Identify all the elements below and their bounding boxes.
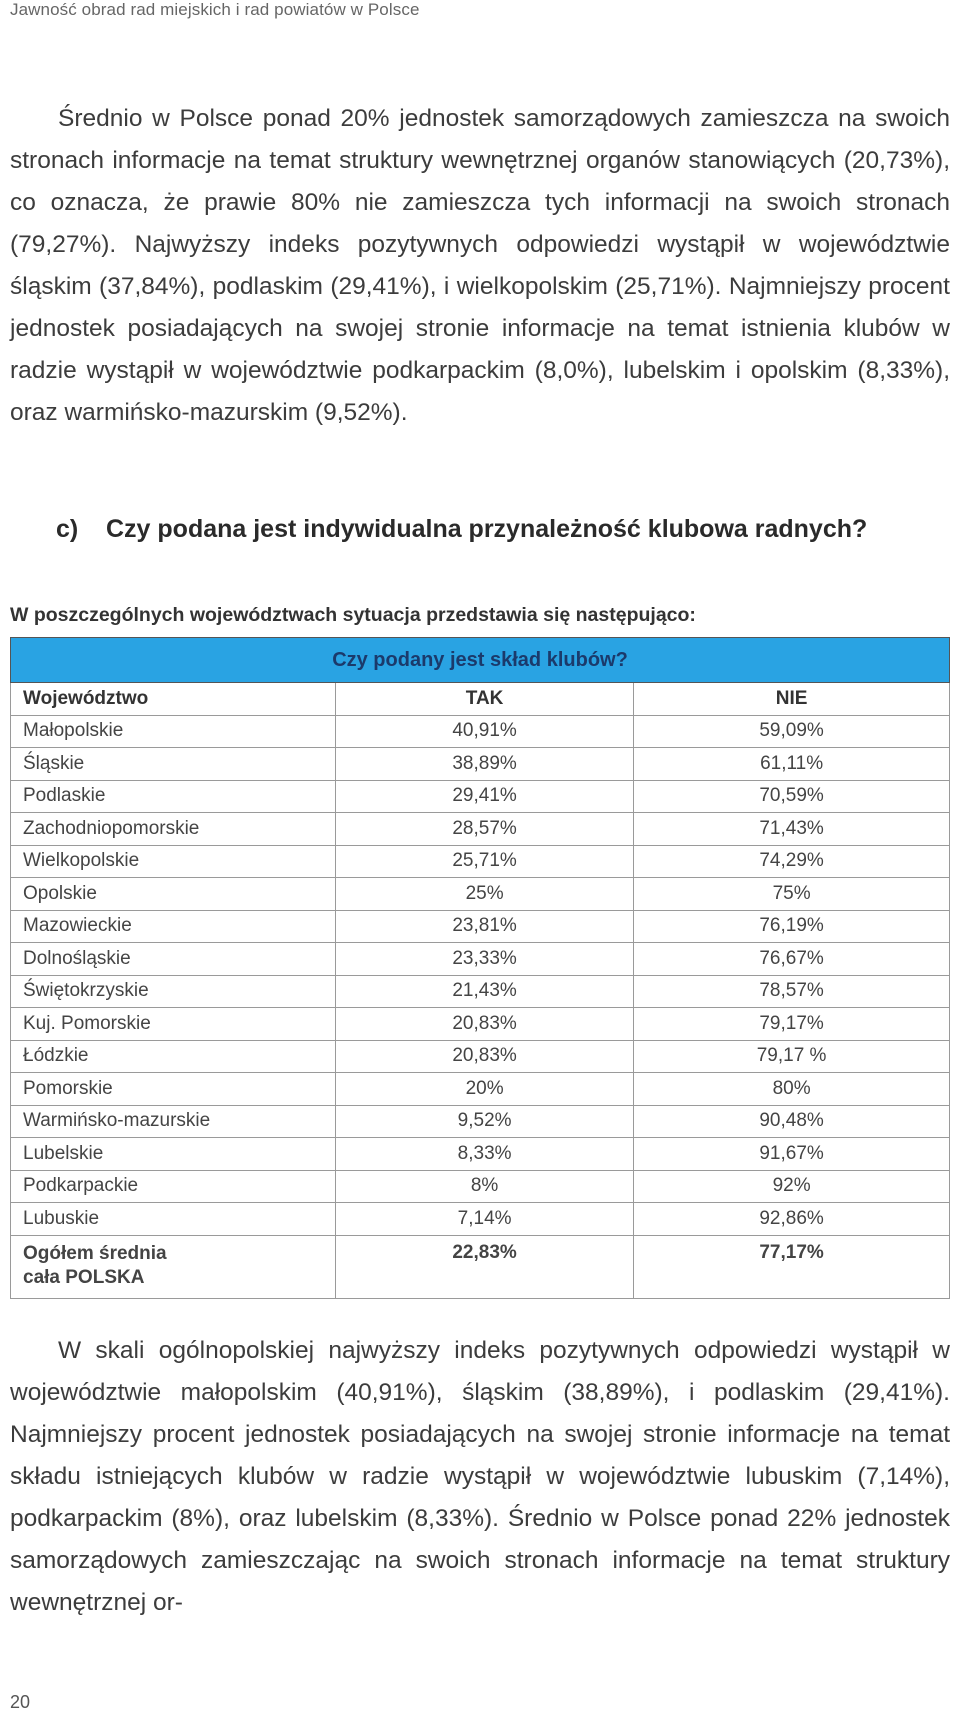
section-heading [56,515,867,544]
region-cell: Podkarpackie [11,1170,336,1203]
no-cell: 61,11% [634,748,950,781]
yes-cell: 9,52% [336,1105,634,1138]
table-total-row [11,1235,950,1298]
no-cell: 74,29% [634,845,950,878]
table-row [11,975,950,1008]
yes-cell: 38,89% [336,748,634,781]
yes-cell: 20,83% [336,1040,634,1073]
yes-cell: 40,91% [336,715,634,748]
yes-cell: 8% [336,1170,634,1203]
region-cell: Świętokrzyskie [11,975,336,1008]
yes-cell: 23,33% [336,943,634,976]
no-cell: 76,67% [634,943,950,976]
yes-cell: 20,83% [336,1008,634,1041]
total-yes: 22,83% [336,1235,634,1298]
no-cell: 59,09% [634,715,950,748]
yes-cell: 20% [336,1073,634,1106]
total-no: 77,17% [634,1235,950,1298]
table-header-row [11,683,950,716]
region-cell: Warmińsko-mazurskie [11,1105,336,1138]
no-cell: 78,57% [634,975,950,1008]
region-cell: Kuj. Pomorskie [11,1008,336,1041]
table-row [11,845,950,878]
table-row [11,910,950,943]
column-header-region: Województwo [11,683,336,716]
no-cell: 76,19% [634,910,950,943]
total-label-line2: cała POLSKA [23,1266,145,1288]
no-cell: 79,17 % [634,1040,950,1073]
region-cell: Podlaskie [11,780,336,813]
no-cell: 71,43% [634,813,950,846]
running-header: Jawność obrad rad miejskich i rad powiatów w Polsce [10,0,420,19]
table-row [11,1040,950,1073]
body-paragraph-1: Średnio w Polsce ponad 20% jednostek samorządowych zamieszcza na swoich stronach informacje na temat struktury wewnętrznej organów stanowiących (20,73%), co oznacza, że prawie 80% nie zamieszcza tych informacji na swoich stronach (79,27%). Najwyższy indeks pozytywnych odpowiedzi wystąpił w województwie śląskim (37,84%), podlaskim (29,41%), i wielkopolskim (25,71%). Najmniejszy procent jednostek posiadających na swojej stronie informacje na temat istnienia klubów w radzie wystąpił w województwie podkarpackim (8,0%), lubelskim i opolskim (8,33%), oraz warmińsko-mazurskim (9,52%). [10,105,950,426]
yes-cell: 7,14% [336,1203,634,1236]
total-label [11,1235,336,1298]
table-body [11,715,950,1298]
no-cell: 90,48% [634,1105,950,1138]
region-cell: Mazowieckie [11,910,336,943]
table-row [11,1138,950,1171]
results-table [10,637,950,1299]
table-row [11,1105,950,1138]
no-cell: 92% [634,1170,950,1203]
no-cell: 92,86% [634,1203,950,1236]
body-paragraph-2: W skali ogólnopolskiej najwyższy indeks pozytywnych odpowiedzi wystąpił w województwie małopolskim (40,91%), śląskim (38,89%), i podlaskim (29,41%). Najmniejszy procent jednostek posiadających na swojej stronie informacje na temat składu istniejących klubów w radzie wystąpił w województwie lubuskim (7,14%), podkarpackim (8%), oraz lubelskim (8,33%). Średnio w Polsce ponad 22% jednostek samorządowych zamieszczając na swoich stronach informacje na temat struktury wewnętrznej or- [10,1337,950,1616]
section-letter: c) [56,515,79,543]
table-row [11,1203,950,1236]
yes-cell: 25% [336,878,634,911]
no-cell: 79,17% [634,1008,950,1041]
total-label-line1: Ogółem średnia [23,1242,167,1264]
region-cell: Łódzkie [11,1040,336,1073]
region-cell: Lubuskie [11,1203,336,1236]
yes-cell: 29,41% [336,780,634,813]
region-cell: Lubelskie [11,1138,336,1171]
table-intro: W poszczególnych województwach sytuacja przedstawia się następująco: [10,604,696,626]
region-cell: Dolnośląskie [11,943,336,976]
yes-cell: 25,71% [336,845,634,878]
region-cell: Pomorskie [11,1073,336,1106]
table-row [11,1008,950,1041]
region-cell: Opolskie [11,878,336,911]
region-cell: Wielkopolskie [11,845,336,878]
yes-cell: 8,33% [336,1138,634,1171]
yes-cell: 23,81% [336,910,634,943]
table-row [11,943,950,976]
no-cell: 70,59% [634,780,950,813]
table-row [11,715,950,748]
column-header-no: NIE [634,683,950,716]
table-row [11,1170,950,1203]
yes-cell: 28,57% [336,813,634,846]
page-number: 20 [10,1692,31,1712]
section-question: Czy podana jest indywidualna przynależność klubowa radnych? [106,515,868,543]
table-row [11,780,950,813]
no-cell: 75% [634,878,950,911]
no-cell: 91,67% [634,1138,950,1171]
region-cell: Śląskie [11,748,336,781]
table-caption: Czy podany jest skład klubów? [11,638,950,683]
table-row [11,878,950,911]
column-header-yes: TAK [336,683,634,716]
no-cell: 80% [634,1073,950,1106]
table-row [11,1073,950,1106]
region-cell: Zachodniopomorskie [11,813,336,846]
table-row [11,748,950,781]
table-row [11,813,950,846]
region-cell: Małopolskie [11,715,336,748]
yes-cell: 21,43% [336,975,634,1008]
table-caption-row [11,638,950,683]
